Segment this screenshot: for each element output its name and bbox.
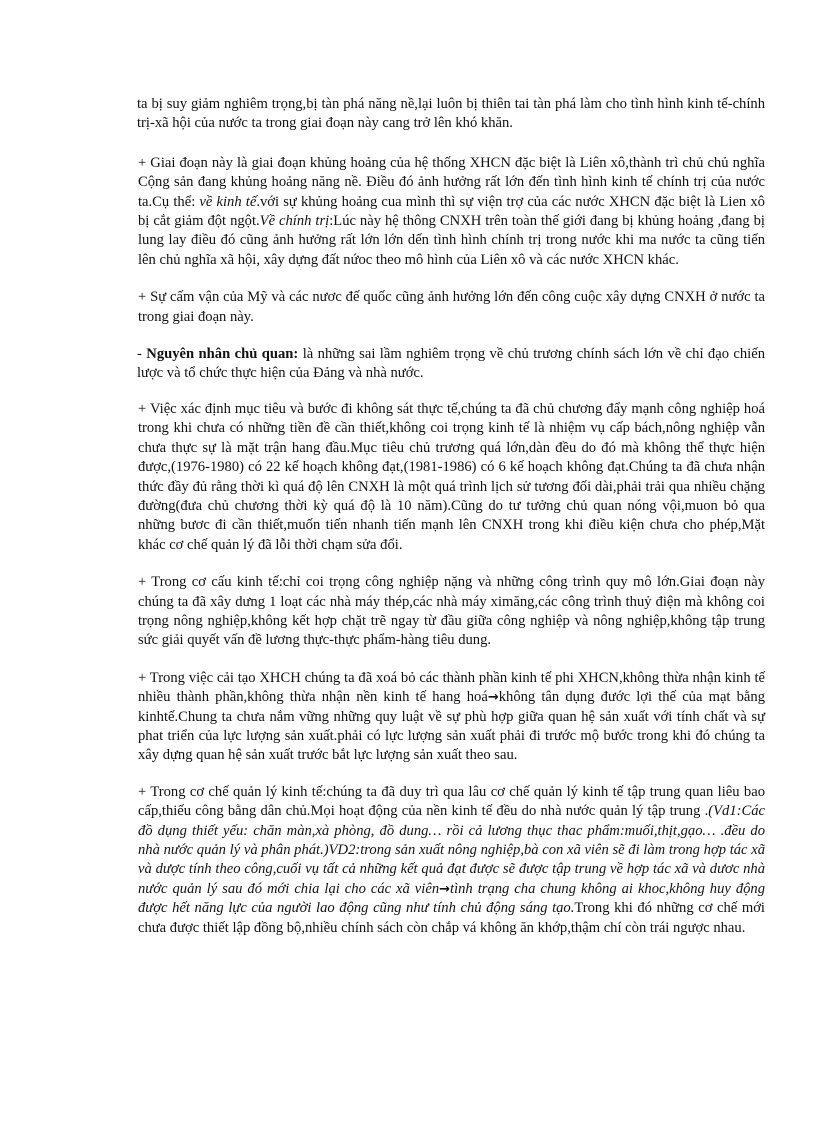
p8-text-d: Trong khi đó những cơ chế mới chưa được thiết lập đồng bộ,nhiều chính sách còn chắp vá không ăn khớp,thậm chí còn trái ngược nhau. bbox=[138, 900, 765, 936]
paragraph-4 bbox=[137, 345, 765, 384]
paragraph-2 bbox=[137, 154, 765, 270]
p2-italic-economy: về kinh tế bbox=[199, 193, 257, 210]
p7-text-a: + Trong việc cải tạo XHCH chúng ta đã xoá bỏ các thành phần kinh tế phi XHCN,không thừa nhận kinh tế nhiều thành phần,không thừa nhận nền kinh tế hang hoá bbox=[138, 669, 765, 706]
paragraph-1: ta bị suy giảm nghiêm trọng,bị tàn phá năng nề,lại luôn bị thiên tai tàn phá làm cho tình hình kinh tế-chính trị-xã hội của nước ta trong giai đoạn này cang trở lên khó khăn. bbox=[137, 96, 765, 132]
paragraph-3: + Sự cấm vận của Mỹ và các nươc đế quốc cũng ảnh hưởng lớn đến công cuộc xây dựng CNXH ở nước ta trong giai đoạn này. bbox=[138, 289, 765, 325]
document-page bbox=[137, 95, 765, 955]
p4-heading-subjective-causes: Nguyên nhân chủ quan: bbox=[146, 346, 299, 363]
p2-text-c: .với sự khủng hoảng cua mình thì sự viện trợ của các nước XHCN đặc biệt là Lien xô bị cắt giảm đột ngột. bbox=[138, 193, 765, 230]
p4-text-rest: là những sai lầm nghiêm trọng về chủ trương chính sách lớn về chỉ đạo chiến lược và tổ chức thực hiện của Đảng và nhà nước. bbox=[137, 346, 766, 382]
p8-italic-examples: (Vd1:Các đồ dụng thiết yếu: chăn màn,xà phòng, đồ dung… rồi cả lương thục thac phẩm:muối,thịt,gạo… .đều do nhà nước quản lý và phân phát.)VD2:trong sản xuất nông nghiệp,bà con xã viên sẽ đi làm trong hợp tác xã và dược tính theo công,cuối vụ tất cả những kết quả đạt được sẽ được tập trung về hợp tác xã và dươc nhà nước quản lý sau đó mới chia lại cho các xã viên bbox=[138, 803, 765, 897]
paragraph-5: + Việc xác định mục tiêu và bước đi không sát thực tế,chúng ta đã chủ chương đẩy mạnh công nghiệp hoá trong khi chưa có những tiền đề cần thiết,không coi trọng kinh tế là nhiệm vụ cấp bách,nông nghiệp vẫn chưa thực sự là mặt trận hang đầu.Mục tiêu chủ trương quá lớn,dàn đều do đó mà không thể thực hiện được,(1976-1980) có 22 kế hoạch không đạt,(1981-1986) có 6 kế hoạch không đạt.Chúng ta đã chưa nhận thức đầy đủ rằng thời kì quá độ lên CNXH là một quá trình lịch sử tương đối dài,phải trải qua nhiều chặng đường(đưa chủ chương thời kỳ quá độ là 10 năm).Cũng do tư tưởng chủ quan nóng vội,muon bỏ qua những bươc đi cần thiết,muốn tiến nhanh tiến mạnh lên CNXH trong khi điều kiện chưa cho phép,Mặt khác cơ chế quản lý đã lỗi thời chạm sửa đổi. bbox=[138, 400, 765, 553]
p8-italic-consequence: tình trạng cha chung không ai khoc,không huy động được hết năng lực của người lao động cũng như tính chủ động sáng tạo. bbox=[138, 880, 766, 917]
paragraph-8 bbox=[137, 783, 765, 938]
right-arrow-icon: → bbox=[439, 881, 451, 897]
p8-text-a: + Trong cơ chế quản lý kinh tế:chúng ta đã duy trì qua lâu cơ chế quản lý kinh tế tập trung quan liêu bao cấp,thiếu công bằng dân chủ.Mọi hoạt động của nền kinh tế đều do nhà nước quản lý tập trung . bbox=[138, 783, 765, 820]
p2-text-e: :Lúc này hệ thông CNXH trên toàn thế giới đang bị khủng hoảng ,đang bị lung lay điều đó cũng ảnh hưởng rất lớn lớn dến tình hình chính trị trong nước khi ma nước ta cũng tiến lên chủ nghĩa xã hội, xây dựng đất nứoc theo mô hình của Liên xô và các nước XHCN khác. bbox=[138, 213, 765, 268]
paragraph-7 bbox=[137, 669, 765, 766]
right-arrow-icon: → bbox=[487, 690, 499, 706]
paragraph-6: + Trong cơ cấu kinh tế:chỉ coi trọng công nghiệp nặng và những công trình quy mô lớn.Giai đoạn này chúng ta đã xây dưng 1 loạt các nhà máy thép,các nhà máy ximăng,các công trình thuỷ điện mà không coi trọng nông nghiệp,không kết hợp chặt trẽ ngay từ đầu giữa công nghiệp và nông nghiệp,không tập trung sức giải quyết vấn đề lương thực-thực phẩm-hàng tiêu dung. bbox=[138, 574, 765, 649]
p2-text-a: + Giai đoạn này là giai đoạn khủng hoảng của hệ thống XHCN đặc biệt là Liên xô,thành trì chủ chủ nghĩa Cộng sản đang khủng hoảng năng nề. Điều đó ảnh hưởng rất lớn đến tình hình kinh tế chính trị của nước ta.Cụ thể: bbox=[138, 154, 765, 210]
p7-text-b: không tân dụng đước lợi thế của mạt bằng kinhtế.Chung ta chưa nắm vững những quy luật về sự phù hợp giữa quan hệ sản xuất với tính chất và sự phat triển của lực lượng sản xuất.phải có lực lượng sản xuất phải đi trước mộ bước trong khi đó chúng ta xây dựng quan hệ sản xuất trước bắt lực lượng sản xuất theo sau. bbox=[138, 689, 765, 764]
p2-italic-politics: Về chính trị bbox=[259, 213, 330, 230]
p4-dash: - bbox=[137, 346, 147, 363]
